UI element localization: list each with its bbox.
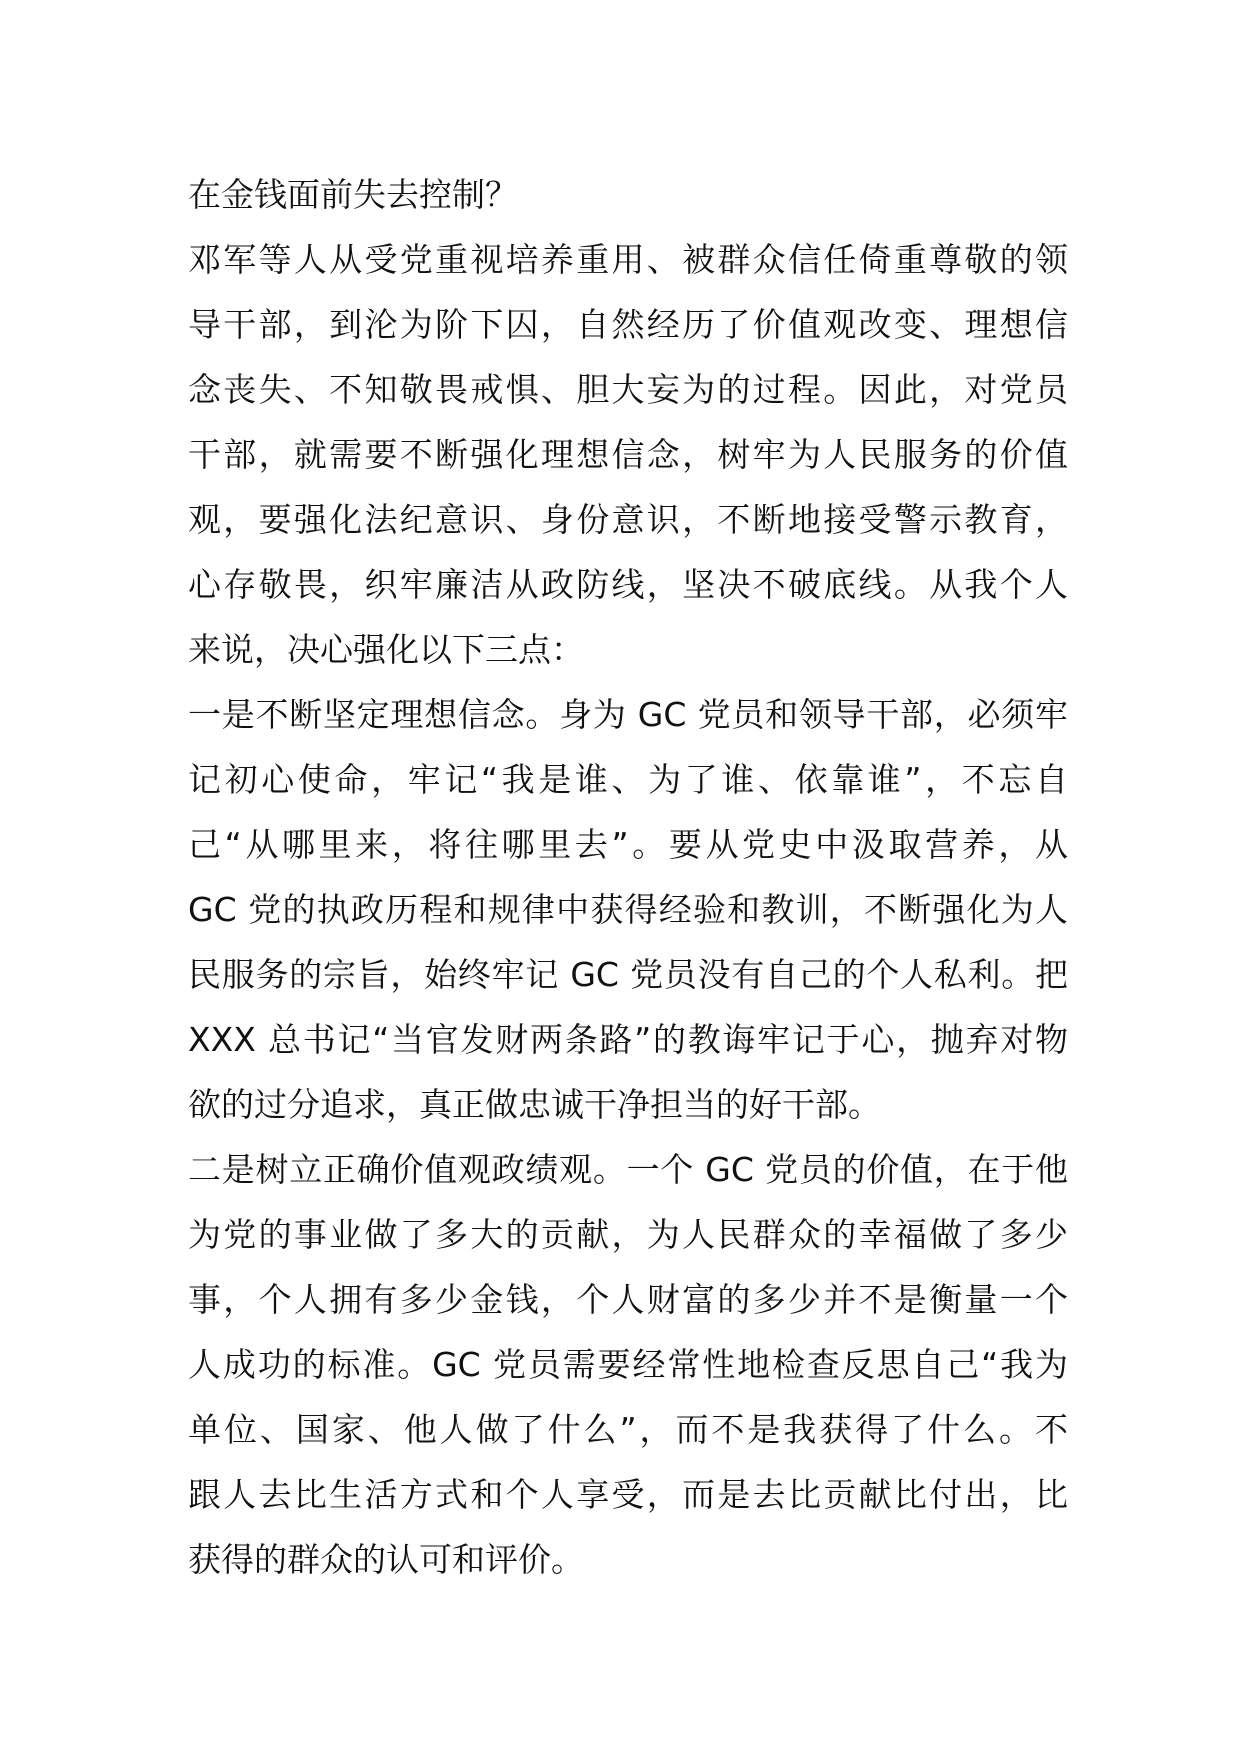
text-line: 来说，决心强化以下三点： [188,630,584,669]
text-line: 己“从哪里来，将往哪里去”。要从党史中汲取营养，从 [188,825,1068,864]
text-line: 跟人去比生活方式和个人享受，而是去比贡献比付出，比 [188,1475,1068,1514]
text-line: 一是不断坚定理想信念。身为 GC 党员和领导干部，必须牢 [188,695,1068,734]
text-line: 单位、国家、他人做了什么”，而不是我获得了什么。不 [188,1410,1068,1449]
text-line: 民服务的宗旨，始终牢记 GC 党员没有自己的个人私利。把 [188,955,1068,994]
text-line: 导干部，到沦为阶下囚，自然经历了价值观改变、理想信 [188,305,1068,344]
text-line: 干部，就需要不断强化理想信念，树牢为人民服务的价值 [188,435,1068,474]
text-line: GC 党的执政历程和规律中获得经验和教训，不断强化为人 [188,890,1068,929]
text-line: 事，个人拥有多少金钱，个人财富的多少并不是衡量一个 [188,1280,1068,1319]
text-line: 欲的过分追求，真正做忠诚干净担当的好干部。 [188,1085,881,1124]
text-line: 获得的群众的认可和评价。 [188,1540,584,1579]
text-line: 为党的事业做了多大的贡献，为人民群众的幸福做了多少 [188,1215,1068,1254]
body-text [188,162,1068,1592]
text-line: 念丧失、不知敬畏戒惧、胆大妄为的过程。因此，对党员 [188,370,1068,409]
text-line: 邓军等人从受党重视培养重用、被群众信任倚重尊敬的领 [188,240,1068,279]
text-line: XXX 总书记“当官发财两条路”的教诲牢记于心，抛弃对物 [188,1020,1068,1059]
text-line: 观，要强化法纪意识、身份意识，不断地接受警示教育， [188,500,1068,539]
text-line: 人成功的标准。GC 党员需要经常性地检查反思自己“我为 [188,1345,1068,1384]
text-line: 心存敬畏，织牢廉洁从政防线，坚决不破底线。从我个人 [188,565,1068,604]
text-line: 记初心使命，牢记“我是谁、为了谁、依靠谁”，不忘自 [188,760,1068,799]
text-line: 在金钱面前失去控制？ [188,175,518,214]
text-line: 二是树立正确价值观政绩观。一个 GC 党员的价值，在于他 [188,1150,1068,1189]
